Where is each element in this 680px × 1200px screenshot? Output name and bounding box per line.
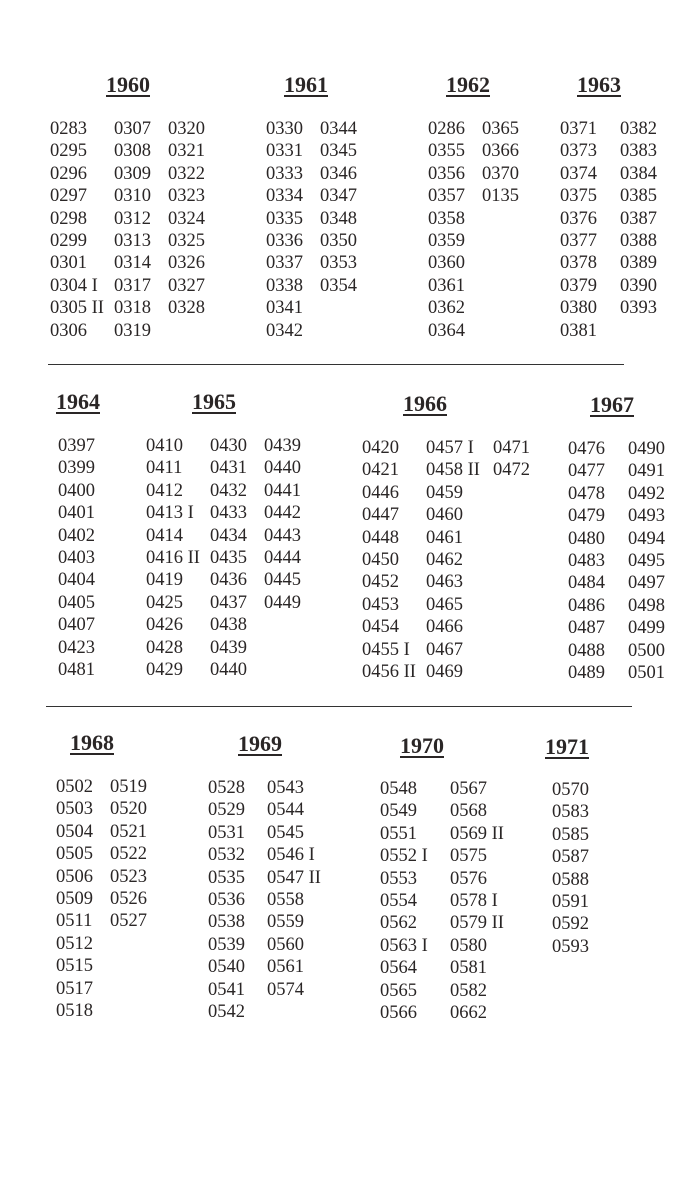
catalog-number: 0493 (628, 506, 665, 527)
catalog-number: 0366 (482, 141, 519, 162)
catalog-number: 0375 (560, 186, 597, 207)
catalog-number: 0330 (266, 119, 303, 139)
catalog-number: 0420 (362, 438, 399, 458)
catalog-number: 0499 (628, 618, 665, 639)
catalog-number: 0529 (208, 800, 245, 821)
catalog-number: 0500 (628, 640, 665, 661)
catalog-number: 0565 (380, 980, 417, 1001)
catalog-number: 0472 (493, 460, 530, 481)
catalog-number: 0324 (168, 208, 205, 229)
catalog-number: 0538 (208, 912, 245, 933)
catalog-number: 0354 (320, 275, 357, 296)
catalog-number: 0328 (168, 298, 205, 319)
catalog-number: 0494 (628, 528, 665, 549)
year-heading-1961: 1961 (284, 72, 328, 97)
catalog-number: 0554 (380, 890, 417, 911)
catalog-number: 0326 (168, 253, 205, 274)
catalog-number: 0486 (568, 595, 605, 616)
catalog-number: 0308 (114, 141, 151, 162)
catalog-number: 0373 (560, 141, 597, 162)
number-column (380, 778, 428, 1024)
catalog-number: 0359 (428, 230, 465, 251)
catalog-number: 0341 (266, 298, 303, 319)
year-heading-1963: 1963 (577, 72, 621, 97)
catalog-number: 0471 (493, 438, 530, 458)
catalog-number: 0579 II (450, 913, 504, 934)
catalog-number: 0458 II (426, 460, 480, 481)
catalog-number: 0476 (568, 439, 605, 459)
number-column (210, 435, 247, 681)
catalog-number: 0491 (628, 461, 665, 482)
catalog-number: 0447 (362, 505, 399, 526)
catalog-number: 0299 (50, 230, 87, 251)
catalog-number: 0414 (146, 525, 183, 546)
catalog-number: 0297 (50, 186, 87, 207)
catalog-number: 0548 (380, 779, 417, 799)
catalog-number: 0531 (208, 822, 245, 843)
number-column (168, 118, 205, 320)
catalog-number: 0575 (450, 846, 487, 867)
catalog-number: 0402 (58, 525, 95, 546)
year-heading-1965: 1965 (192, 389, 236, 414)
catalog-number: 0518 (56, 1000, 93, 1021)
catalog-number: 0574 (267, 979, 304, 1000)
catalog-number: 0413 I (146, 503, 194, 524)
catalog-number: 0545 (267, 822, 304, 843)
catalog-number: 0446 (362, 482, 399, 503)
catalog-number: 0558 (267, 889, 304, 910)
catalog-number: 0323 (168, 186, 205, 207)
number-column (114, 118, 151, 342)
catalog-number: 0567 (450, 779, 487, 799)
catalog-number: 0400 (58, 480, 95, 501)
catalog-number: 0459 (426, 482, 463, 503)
catalog-number: 0346 (320, 163, 357, 184)
catalog-number: 0566 (380, 1002, 417, 1023)
catalog-number: 0477 (568, 461, 605, 482)
catalog-number: 0410 (146, 436, 183, 456)
catalog-number: 0564 (380, 958, 417, 979)
catalog-number: 0336 (266, 230, 303, 251)
catalog-number: 0321 (168, 141, 205, 162)
catalog-number: 0135 (482, 186, 519, 207)
number-column (50, 118, 104, 342)
number-column (362, 437, 416, 683)
catalog-number: 0348 (320, 208, 357, 229)
catalog-number: 0344 (320, 119, 357, 139)
catalog-number: 0492 (628, 483, 665, 504)
catalog-number: 0480 (568, 528, 605, 549)
catalog-number: 0425 (146, 592, 183, 613)
year-heading-1971: 1971 (545, 734, 589, 759)
catalog-number: 0322 (168, 163, 205, 184)
catalog-number: 0401 (58, 503, 95, 524)
catalog-number: 0407 (58, 615, 95, 636)
catalog-number: 0568 (450, 801, 487, 822)
catalog-number: 0539 (208, 934, 245, 955)
number-column (264, 435, 301, 614)
catalog-number: 0497 (628, 573, 665, 594)
catalog-number: 0325 (168, 230, 205, 251)
catalog-number: 0416 II (146, 547, 200, 568)
catalog-number: 0547 II (267, 867, 321, 888)
catalog-number: 0393 (620, 298, 657, 319)
catalog-number: 0544 (267, 800, 304, 821)
number-column (482, 118, 519, 208)
number-column (450, 778, 504, 1024)
catalog-number: 0430 (210, 436, 247, 456)
number-column (320, 118, 357, 297)
catalog-number: 0429 (146, 659, 183, 680)
catalog-number: 0456 II (362, 661, 416, 682)
catalog-number: 0335 (266, 208, 303, 229)
catalog-number: 0314 (114, 253, 151, 274)
catalog-number: 0319 (114, 320, 151, 341)
catalog-number: 0457 I (426, 438, 474, 458)
catalog-number: 0439 (264, 436, 301, 456)
catalog-number: 0309 (114, 163, 151, 184)
year-heading-1966: 1966 (403, 391, 447, 416)
catalog-number: 0384 (620, 163, 657, 184)
catalog-number: 0461 (426, 527, 463, 548)
catalog-number: 0504 (56, 821, 93, 842)
catalog-number: 0489 (568, 662, 605, 683)
catalog-number: 0435 (210, 547, 247, 568)
catalog-number: 0357 (428, 186, 465, 207)
catalog-number: 0304 I (50, 275, 98, 296)
catalog-number: 0423 (58, 637, 95, 658)
year-heading-1960: 1960 (106, 72, 150, 97)
section-divider (48, 364, 624, 365)
catalog-number: 0450 (362, 549, 399, 570)
catalog-number: 0356 (428, 163, 465, 184)
catalog-number: 0445 (264, 570, 301, 591)
catalog-number: 0313 (114, 230, 151, 251)
catalog-number: 0440 (210, 659, 247, 680)
catalog-number: 0327 (168, 275, 205, 296)
catalog-number: 0580 (450, 935, 487, 956)
catalog-number: 0364 (428, 320, 465, 341)
catalog-number: 0353 (320, 253, 357, 274)
catalog-number: 0585 (552, 824, 589, 845)
catalog-number: 0448 (362, 527, 399, 548)
number-column (426, 437, 480, 683)
catalog-number: 0379 (560, 275, 597, 296)
catalog-number: 0515 (56, 956, 93, 977)
catalog-number: 0454 (362, 617, 399, 638)
catalog-number: 0362 (428, 298, 465, 319)
catalog-number: 0361 (428, 275, 465, 296)
catalog-number: 0593 (552, 936, 589, 957)
catalog-number: 0320 (168, 119, 205, 139)
catalog-number: 0592 (552, 914, 589, 935)
catalog-number: 0588 (552, 869, 589, 890)
catalog-number: 0388 (620, 230, 657, 251)
catalog-number: 0520 (110, 799, 147, 820)
number-column (56, 776, 93, 1022)
catalog-number: 0453 (362, 594, 399, 615)
number-column (493, 437, 530, 482)
catalog-number: 0455 I (362, 639, 410, 660)
catalog-number: 0387 (620, 208, 657, 229)
catalog-number: 0502 (56, 777, 93, 797)
catalog-number: 0581 (450, 958, 487, 979)
catalog-number: 0399 (58, 458, 95, 479)
catalog-number: 0553 (380, 868, 417, 889)
catalog-number: 0312 (114, 208, 151, 229)
catalog-number: 0358 (428, 208, 465, 229)
catalog-number: 0411 (146, 458, 183, 479)
catalog-number: 0397 (58, 436, 95, 456)
catalog-number: 0307 (114, 119, 151, 139)
catalog-number: 0495 (628, 550, 665, 571)
catalog-number: 0345 (320, 141, 357, 162)
catalog-number: 0444 (264, 547, 301, 568)
catalog-number: 0374 (560, 163, 597, 184)
catalog-number: 0543 (267, 778, 304, 798)
catalog-number: 0552 I (380, 846, 428, 867)
catalog-number: 0481 (58, 659, 95, 680)
catalog-number: 0463 (426, 572, 463, 593)
catalog-number: 0286 (428, 119, 465, 139)
catalog-number: 0506 (56, 866, 93, 887)
catalog-number: 0371 (560, 119, 597, 139)
number-column (428, 118, 465, 342)
catalog-number: 0385 (620, 186, 657, 207)
catalog-number: 0483 (568, 550, 605, 571)
catalog-number: 0560 (267, 934, 304, 955)
catalog-number: 0301 (50, 253, 87, 274)
number-column (568, 438, 605, 684)
catalog-number: 0419 (146, 570, 183, 591)
catalog-number: 0449 (264, 592, 301, 613)
year-heading-1967: 1967 (590, 392, 634, 417)
catalog-number: 0465 (426, 594, 463, 615)
catalog-number: 0460 (426, 505, 463, 526)
catalog-number: 0437 (210, 592, 247, 613)
catalog-number: 0283 (50, 119, 87, 139)
catalog-number: 0467 (426, 639, 463, 660)
section-divider (46, 706, 632, 707)
catalog-number: 0296 (50, 163, 87, 184)
catalog-number: 0551 (380, 823, 417, 844)
catalog-number: 0438 (210, 615, 247, 636)
catalog-number: 0462 (426, 549, 463, 570)
number-column (208, 777, 245, 1023)
catalog-number: 0536 (208, 889, 245, 910)
catalog-number: 0509 (56, 888, 93, 909)
catalog-number: 0512 (56, 933, 93, 954)
catalog-number: 0526 (110, 888, 147, 909)
catalog-number: 0370 (482, 163, 519, 184)
catalog-number: 0511 (56, 911, 93, 932)
catalog-number: 0490 (628, 439, 665, 459)
catalog-number: 0403 (58, 547, 95, 568)
catalog-number: 0452 (362, 572, 399, 593)
catalog-number: 0503 (56, 799, 93, 820)
catalog-number: 0443 (264, 525, 301, 546)
catalog-number: 0542 (208, 1001, 245, 1022)
catalog-number: 0434 (210, 525, 247, 546)
catalog-number: 0591 (552, 891, 589, 912)
catalog-number: 0522 (110, 844, 147, 865)
catalog-number: 0412 (146, 480, 183, 501)
catalog-number: 0549 (380, 801, 417, 822)
catalog-number: 0381 (560, 320, 597, 341)
number-column (552, 779, 589, 958)
number-column (110, 776, 147, 933)
catalog-number: 0576 (450, 868, 487, 889)
catalog-number: 0528 (208, 778, 245, 798)
catalog-number: 0488 (568, 640, 605, 661)
catalog-number: 0561 (267, 957, 304, 978)
catalog-number: 0383 (620, 141, 657, 162)
catalog-number: 0337 (266, 253, 303, 274)
catalog-number: 0662 (450, 1002, 487, 1023)
catalog-number: 0527 (110, 911, 147, 932)
catalog-number: 0501 (628, 662, 665, 683)
catalog-number: 0436 (210, 570, 247, 591)
number-column (628, 438, 665, 684)
catalog-number: 0338 (266, 275, 303, 296)
catalog-number: 0347 (320, 186, 357, 207)
year-heading-1969: 1969 (238, 731, 282, 756)
year-heading-1962: 1962 (446, 72, 490, 97)
catalog-number: 0431 (210, 458, 247, 479)
catalog-number: 0578 I (450, 890, 498, 911)
number-column (146, 435, 200, 681)
catalog-number: 0355 (428, 141, 465, 162)
catalog-number: 0469 (426, 661, 463, 682)
catalog-number: 0487 (568, 618, 605, 639)
catalog-number: 0563 I (380, 935, 428, 956)
catalog-number: 0376 (560, 208, 597, 229)
catalog-number: 0498 (628, 595, 665, 616)
catalog-number: 0587 (552, 847, 589, 868)
catalog-number: 0559 (267, 912, 304, 933)
catalog-number: 0540 (208, 957, 245, 978)
catalog-number: 0440 (264, 458, 301, 479)
catalog-number: 0523 (110, 866, 147, 887)
number-column (620, 118, 657, 320)
catalog-number: 0404 (58, 570, 95, 591)
catalog-number: 0569 II (450, 823, 504, 844)
catalog-number: 0532 (208, 845, 245, 866)
catalog-number: 0535 (208, 867, 245, 888)
catalog-number: 0305 II (50, 298, 104, 319)
catalog-number: 0582 (450, 980, 487, 1001)
catalog-number: 0432 (210, 480, 247, 501)
catalog-number: 0317 (114, 275, 151, 296)
catalog-number: 0442 (264, 503, 301, 524)
catalog-number: 0479 (568, 506, 605, 527)
catalog-number: 0360 (428, 253, 465, 274)
catalog-number: 0298 (50, 208, 87, 229)
catalog-number: 0505 (56, 844, 93, 865)
catalog-number: 0377 (560, 230, 597, 251)
catalog-number: 0519 (110, 777, 147, 797)
catalog-number: 0426 (146, 615, 183, 636)
catalog-number: 0484 (568, 573, 605, 594)
catalog-number: 0342 (266, 320, 303, 341)
catalog-number: 0405 (58, 592, 95, 613)
catalog-number: 0441 (264, 480, 301, 501)
catalog-number: 0333 (266, 163, 303, 184)
year-heading-1968: 1968 (70, 730, 114, 755)
catalog-number: 0521 (110, 821, 147, 842)
catalog-number: 0541 (208, 979, 245, 1000)
catalog-number: 0380 (560, 298, 597, 319)
catalog-number: 0390 (620, 275, 657, 296)
year-heading-1964: 1964 (56, 389, 100, 414)
number-column (267, 777, 321, 1001)
catalog-number: 0378 (560, 253, 597, 274)
catalog-number: 0295 (50, 141, 87, 162)
catalog-number: 0310 (114, 186, 151, 207)
number-column (560, 118, 597, 342)
catalog-number: 0546 I (267, 845, 315, 866)
catalog-number: 0562 (380, 913, 417, 934)
catalog-number: 0478 (568, 483, 605, 504)
catalog-number: 0334 (266, 186, 303, 207)
catalog-number: 0365 (482, 119, 519, 139)
catalog-number: 0306 (50, 320, 87, 341)
number-column (58, 435, 95, 681)
year-heading-1970: 1970 (400, 733, 444, 758)
catalog-number: 0433 (210, 503, 247, 524)
catalog-number: 0331 (266, 141, 303, 162)
catalog-number: 0439 (210, 637, 247, 658)
catalog-number: 0389 (620, 253, 657, 274)
number-column (266, 118, 303, 342)
catalog-number: 0382 (620, 119, 657, 139)
catalog-number: 0583 (552, 802, 589, 823)
catalog-number: 0421 (362, 460, 399, 481)
catalog-number: 0517 (56, 978, 93, 999)
catalog-number: 0350 (320, 230, 357, 251)
catalog-number: 0428 (146, 637, 183, 658)
catalog-number: 0466 (426, 617, 463, 638)
catalog-number: 0570 (552, 780, 589, 800)
catalog-number: 0318 (114, 298, 151, 319)
